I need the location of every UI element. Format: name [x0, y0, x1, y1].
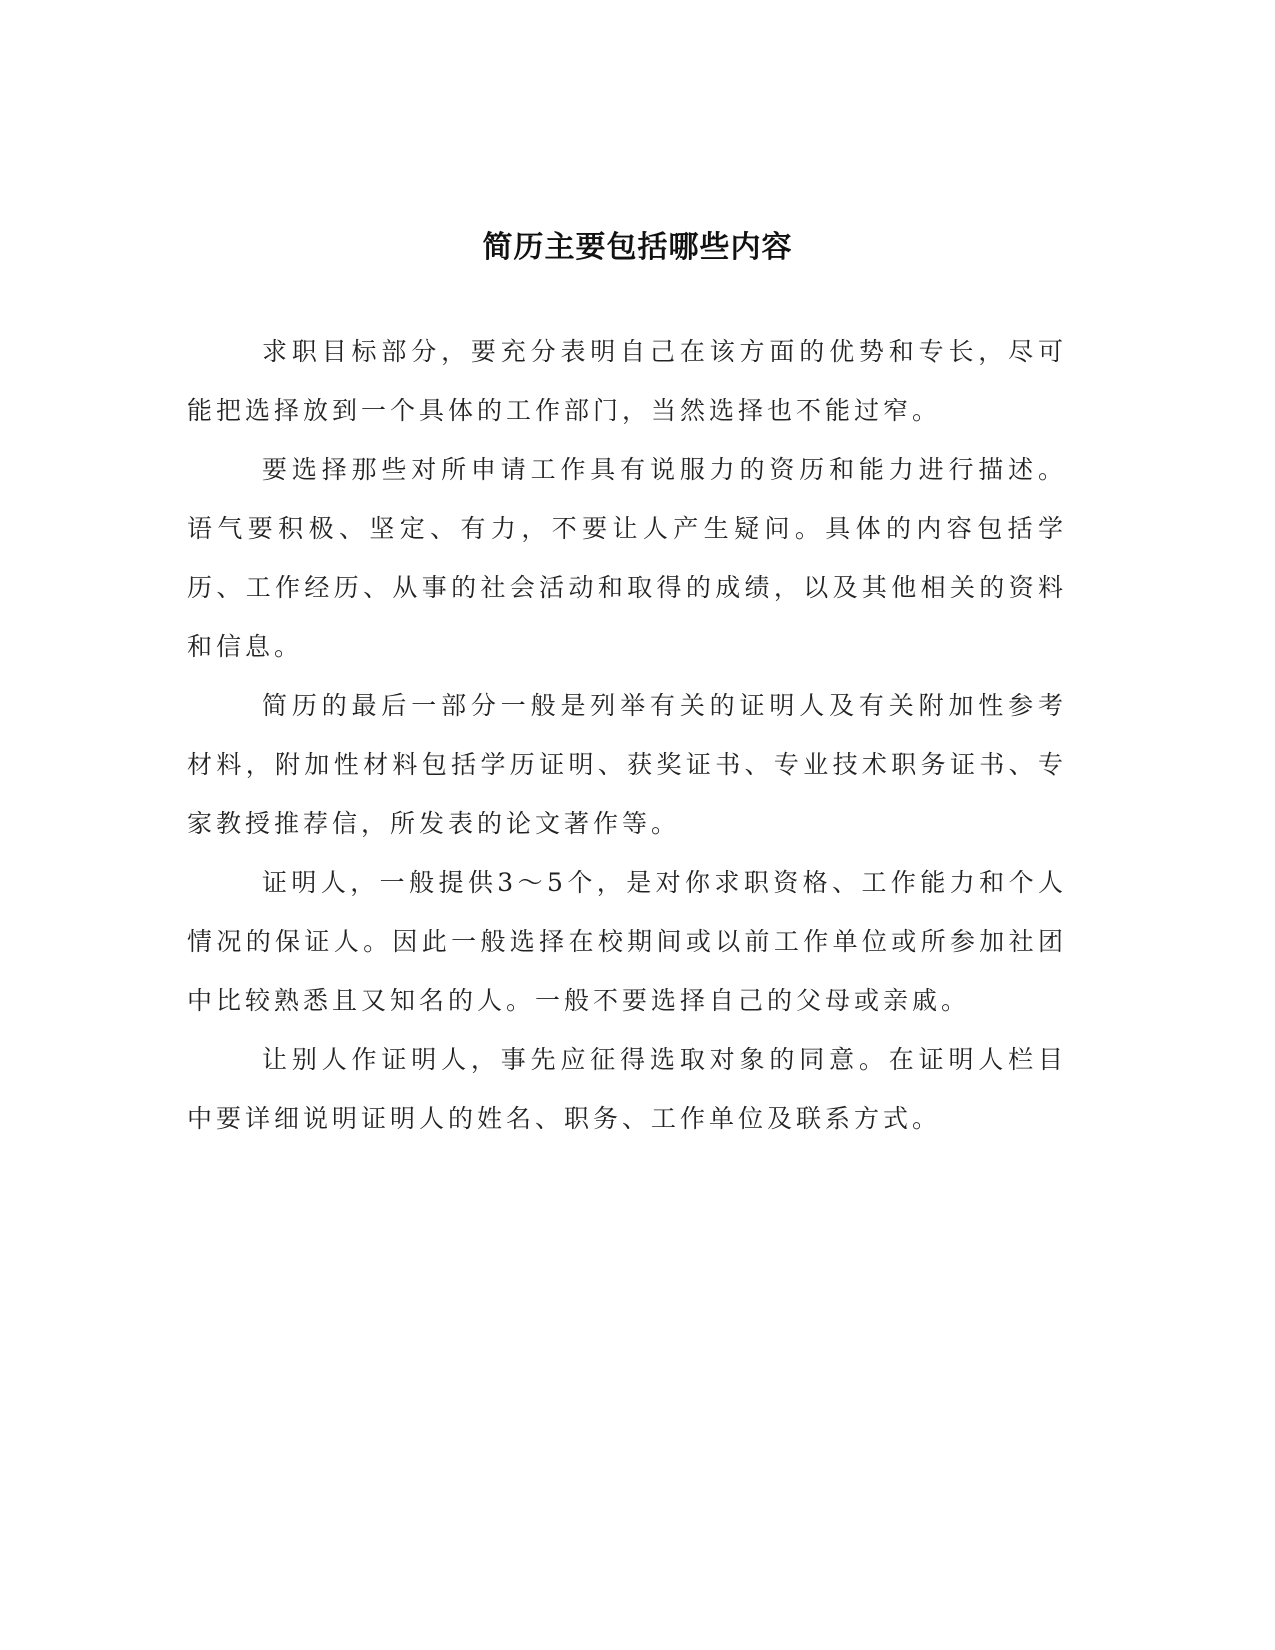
- document-title: 简历主要包括哪些内容: [482, 230, 793, 266]
- paragraph-references-choice: 证明人，一般提供3～5个，是对你求职资格、工作能力和个人情况的保证人。因此一般选择在校期间或以前工作单位或所参加社团中比较熟悉且又知名的人。一般不要选择自己的父母或亲戚。: [187, 868, 1067, 1015]
- paragraph-objective: 求职目标部分，要充分表明自己在该方面的优势和专长，尽可能把选择放到一个具体的工作部门，当然选择也不能过窄。: [187, 337, 1067, 425]
- paragraph-qualifications: 要选择那些对所申请工作具有说服力的资历和能力进行描述。语气要积极、坚定、有力，不要让人产生疑问。具体的内容包括学历、工作经历、从事的社会活动和取得的成绩，以及其他相关的资料和信息。: [187, 455, 1067, 661]
- document-body: [187, 322, 1067, 1148]
- paragraph-references-materials: 简历的最后一部分一般是列举有关的证明人及有关附加性参考材料，附加性材料包括学历证明、获奖证书、专业技术职务证书、专家教授推荐信，所发表的论文著作等。: [187, 691, 1067, 838]
- paragraph-references-consent: 让别人作证明人，事先应征得选取对象的同意。在证明人栏目中要详细说明证明人的姓名、职务、工作单位及联系方式。: [187, 1045, 1067, 1133]
